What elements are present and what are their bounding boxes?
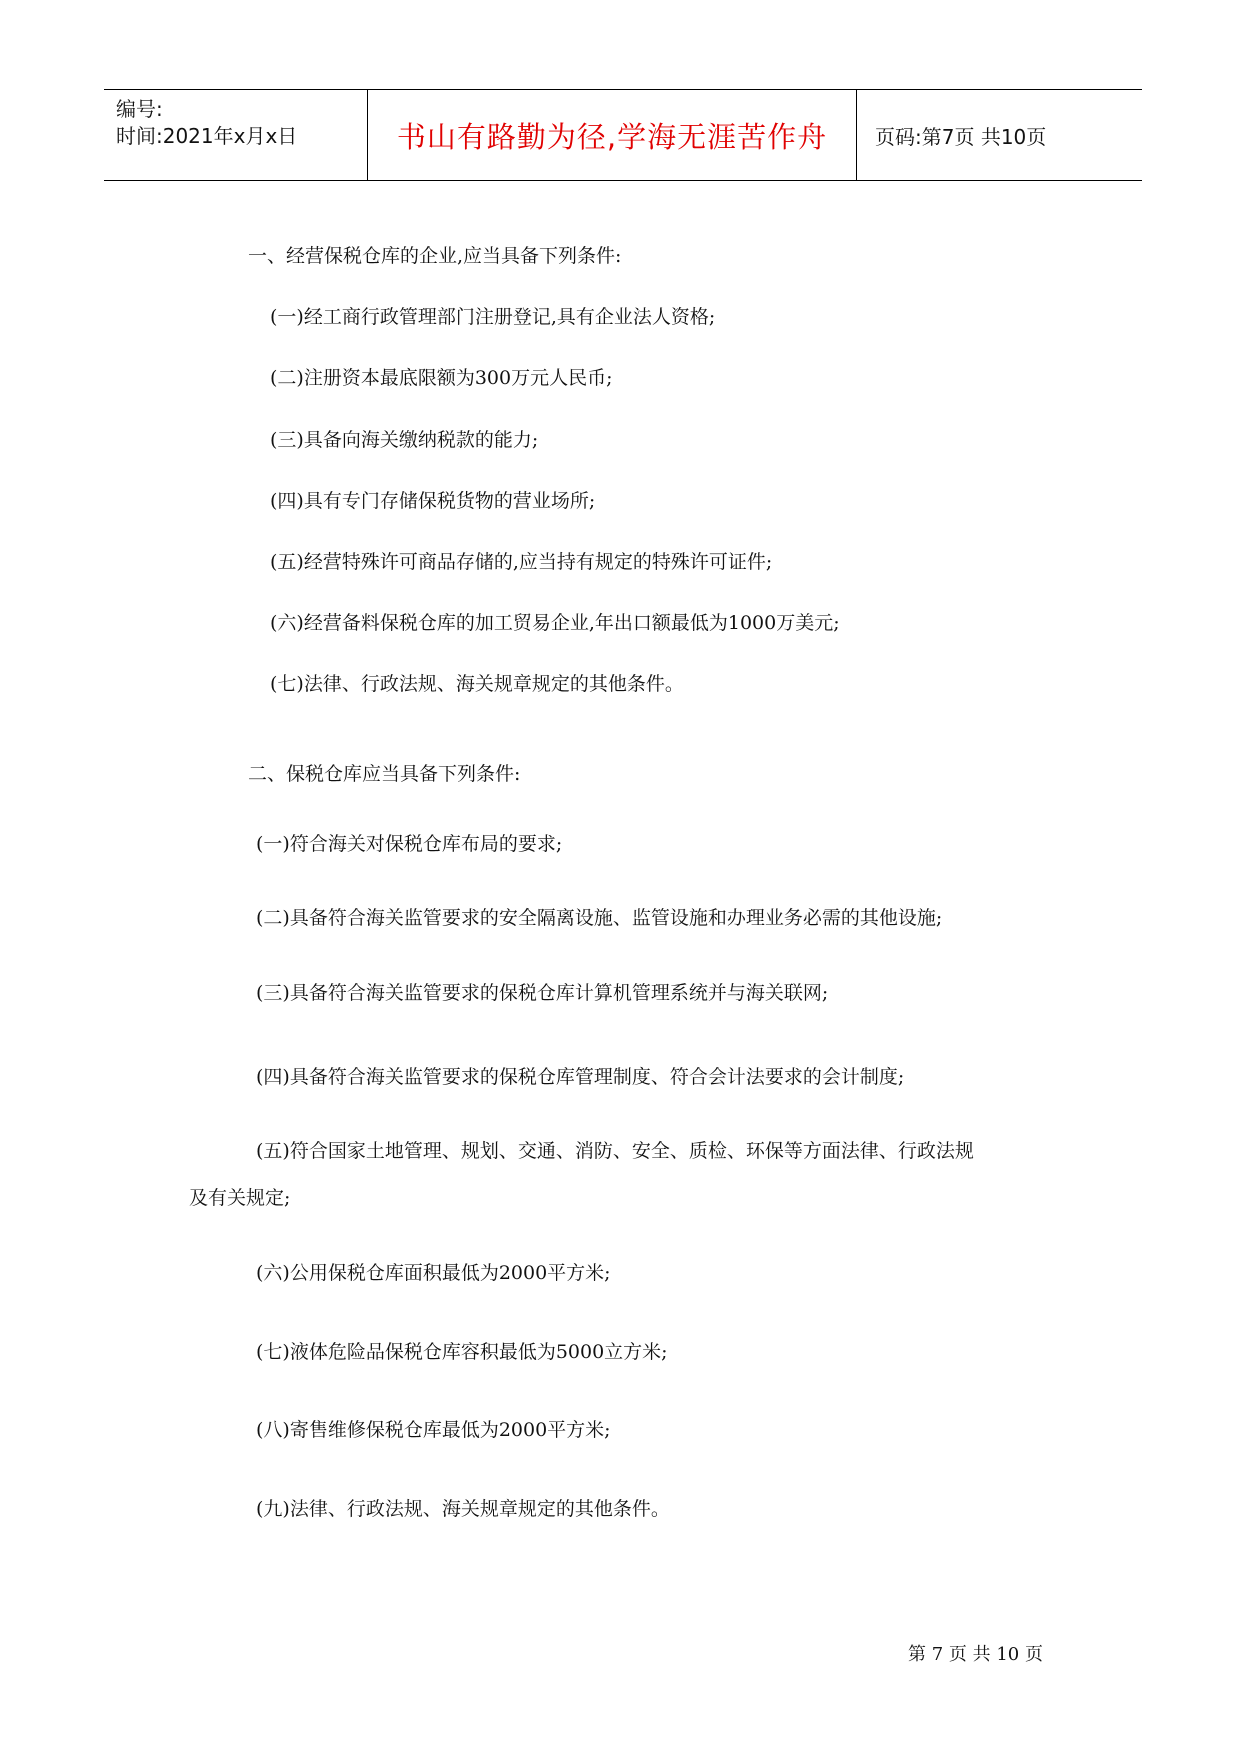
section-2-heading: 二、保税仓库应当具备下列条件: <box>248 763 521 785</box>
section-1-item: (二)注册资本最底限额为300万元人民币; <box>270 367 613 389</box>
section-1-item: (六)经营备料保税仓库的加工贸易企业,年出口额最低为1000万美元; <box>270 612 840 634</box>
header-number-label: 编号: <box>116 97 163 121</box>
section-1-item: (五)经营特殊许可商品存储的,应当持有规定的特殊许可证件; <box>270 551 773 573</box>
header-meta-cell <box>104 90 368 180</box>
page-footer: 第 7 页 共 10 页 <box>908 1644 1043 1665</box>
header-motto: 书山有路勤为径,学海无涯苦作舟 <box>368 90 857 180</box>
section-2-item: (三)具备符合海关监管要求的保税仓库计算机管理系统并与海关联网; <box>256 982 829 1004</box>
section-2-item: (二)具备符合海关监管要求的安全隔离设施、监管设施和办理业务必需的其他设施; <box>256 907 943 929</box>
page-header <box>104 89 1142 181</box>
section-2-item: (一)符合海关对保税仓库布局的要求; <box>256 833 563 855</box>
section-2-item: (七)液体危险品保税仓库容积最低为5000立方米; <box>256 1341 668 1363</box>
header-time-label: 时间:2021年x月x日 <box>116 124 298 148</box>
section-2-item: (八)寄售维修保税仓库最低为2000平方米; <box>256 1419 611 1441</box>
header-page-label: 页码:第7页 共10页 <box>875 124 1047 149</box>
section-2-item: (九)法律、行政法规、海关规章规定的其他条件。 <box>256 1498 670 1520</box>
section-1-item: (七)法律、行政法规、海关规章规定的其他条件。 <box>270 673 684 695</box>
section-2-item: (四)具备符合海关监管要求的保税仓库管理制度、符合会计法要求的会计制度; <box>256 1066 905 1088</box>
section-1-heading: 一、经营保税仓库的企业,应当具备下列条件: <box>248 245 622 267</box>
section-2-item: (六)公用保税仓库面积最低为2000平方米; <box>256 1262 611 1284</box>
section-1-item: (四)具有专门存储保税货物的营业场所; <box>270 490 596 512</box>
section-1-item: (一)经工商行政管理部门注册登记,具有企业法人资格; <box>270 306 716 328</box>
section-1-item: (三)具备向海关缴纳税款的能力; <box>270 429 539 451</box>
section-2-item-continued: 及有关规定; <box>189 1187 291 1209</box>
section-2-item: (五)符合国家土地管理、规划、交通、消防、安全、质检、环保等方面法律、行政法规 <box>256 1140 974 1162</box>
